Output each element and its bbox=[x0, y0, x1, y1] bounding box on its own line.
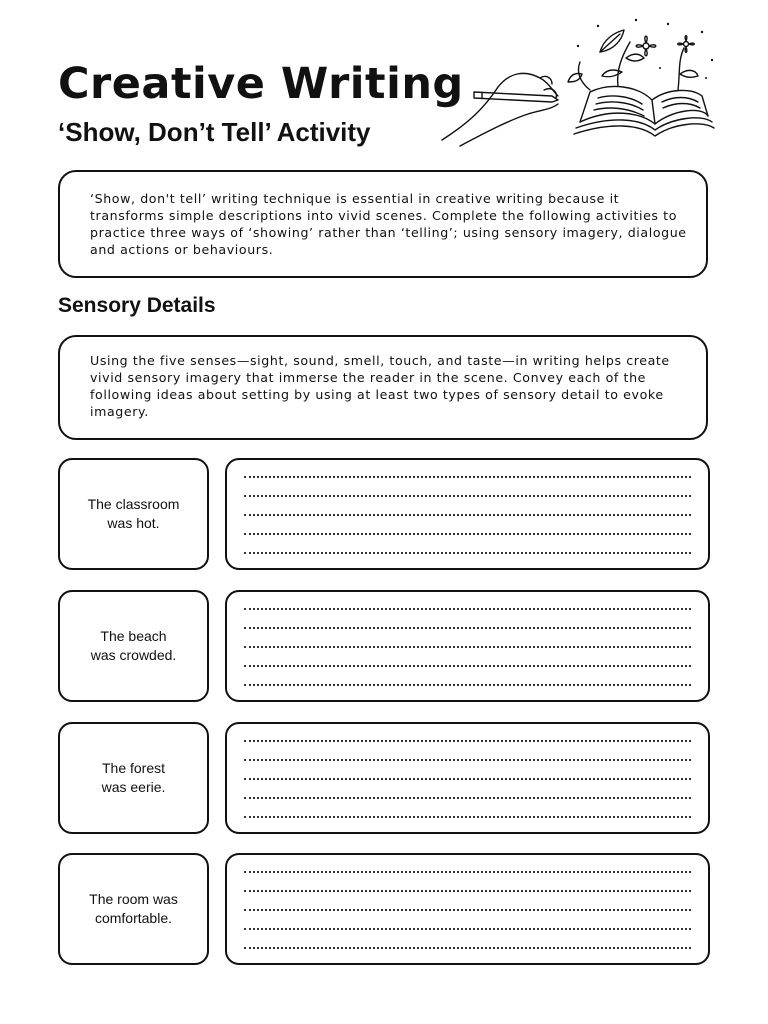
writing-line[interactable] bbox=[244, 608, 691, 610]
page-subtitle: ‘Show, Don’t Tell’ Activity bbox=[58, 117, 371, 147]
prompt-line: The classroom bbox=[87, 496, 180, 512]
prompt-line: The beach bbox=[100, 628, 167, 644]
writing-line[interactable] bbox=[244, 552, 691, 554]
prompt-box bbox=[58, 722, 209, 834]
hand-writing-in-book-with-flowers-icon bbox=[440, 12, 730, 147]
writing-line[interactable] bbox=[244, 778, 691, 780]
sensory-instructions-box bbox=[58, 335, 708, 440]
sensory-instructions-text: Using the five senses—sight, sound, smell, touch, and taste—in writing helps create vivid sensory imagery that immerse the reader in the scene. Convey each of the following ideas about setting by using at least two types of sensory detail to evoke imagery. bbox=[90, 353, 670, 419]
prompt-line: was hot. bbox=[107, 515, 160, 531]
writing-line[interactable] bbox=[244, 759, 691, 761]
writing-line[interactable] bbox=[244, 627, 691, 629]
answer-box[interactable] bbox=[225, 458, 710, 570]
writing-line[interactable] bbox=[244, 947, 691, 949]
writing-line[interactable] bbox=[244, 740, 691, 742]
prompt-box bbox=[58, 590, 209, 702]
prompt-line: was crowded. bbox=[90, 647, 177, 663]
writing-line[interactable] bbox=[244, 890, 691, 892]
writing-line[interactable] bbox=[244, 495, 691, 497]
answer-box[interactable] bbox=[225, 590, 710, 702]
prompt-text bbox=[69, 890, 199, 928]
prompt-line: was eerie. bbox=[101, 779, 166, 795]
prompt-line: The forest bbox=[101, 760, 166, 776]
writing-line[interactable] bbox=[244, 871, 691, 873]
writing-line[interactable] bbox=[244, 797, 691, 799]
writing-line[interactable] bbox=[244, 514, 691, 516]
writing-line[interactable] bbox=[244, 684, 691, 686]
section-heading-sensory-details: Sensory Details bbox=[58, 294, 216, 317]
writing-line[interactable] bbox=[244, 909, 691, 911]
writing-line[interactable] bbox=[244, 928, 691, 930]
prompt-line: comfortable. bbox=[94, 910, 173, 926]
page-title: Creative Writing bbox=[58, 59, 464, 109]
prompt-text bbox=[69, 759, 199, 797]
writing-line[interactable] bbox=[244, 646, 691, 648]
writing-line[interactable] bbox=[244, 533, 691, 535]
intro-box bbox=[58, 170, 708, 278]
prompt-text bbox=[69, 495, 199, 533]
prompt-text bbox=[69, 627, 199, 665]
intro-text: ‘Show, don't tell’ writing technique is essential in creative writing because it transforms simple descriptions into vivid scenes. Complete the following activities to practice three ways of ‘showing’ rather than ‘telling’; using sensory imagery, dialogue and actions or behaviours. bbox=[90, 191, 687, 257]
answer-box[interactable] bbox=[225, 722, 710, 834]
prompt-line: The room was bbox=[89, 891, 178, 907]
writing-line[interactable] bbox=[244, 476, 691, 478]
writing-line[interactable] bbox=[244, 816, 691, 818]
prompt-box bbox=[58, 458, 209, 570]
writing-line[interactable] bbox=[244, 665, 691, 667]
prompt-box bbox=[58, 853, 209, 965]
answer-box[interactable] bbox=[225, 853, 710, 965]
